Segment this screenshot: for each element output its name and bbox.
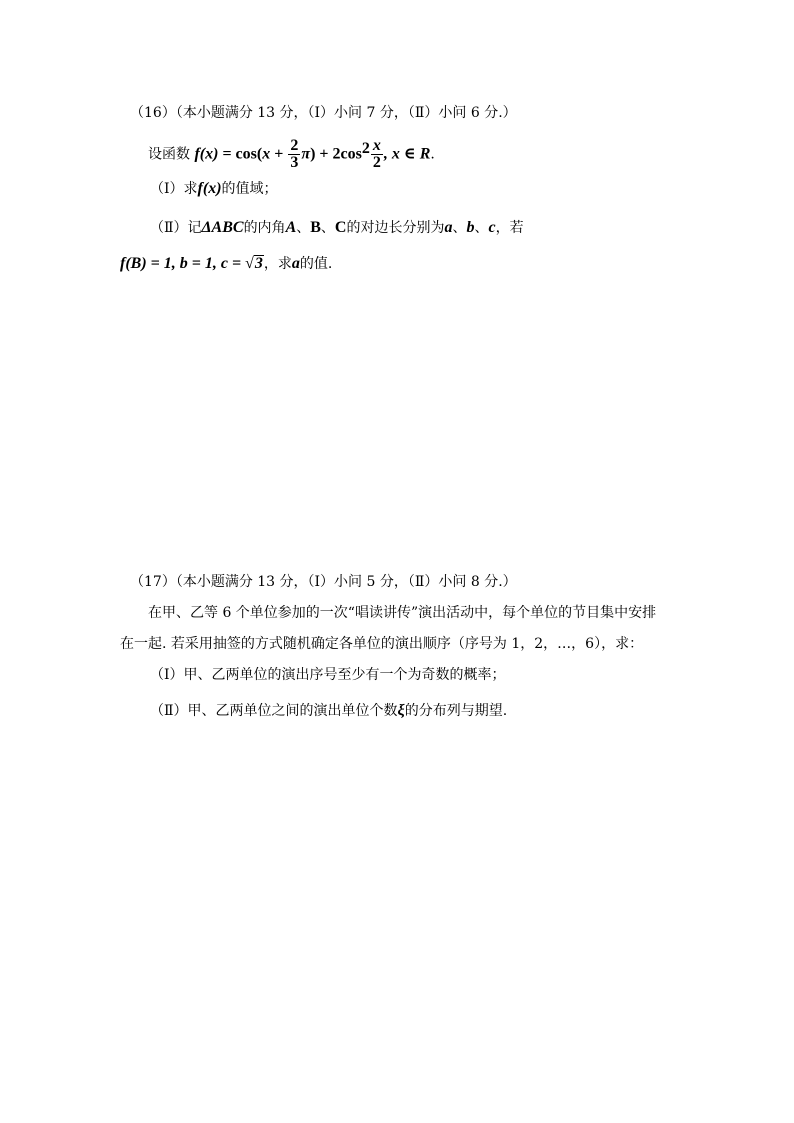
q16-part2-triangle: ΔABC (201, 219, 244, 236)
q16-func-eq: = cos( (218, 145, 263, 163)
q16-func-tail: , x ∈ R (383, 145, 431, 163)
q16-part2-sep4: 、 (474, 220, 489, 236)
q16-function-definition (148, 132, 435, 172)
q16-part2-C: C (334, 219, 347, 236)
q16-cond-math: f(B) = 1, b = 1, c = (120, 255, 246, 272)
q16-part2-sep2: 、 (320, 220, 335, 236)
q16-part2-A: A (285, 219, 297, 236)
q16-func-plus: + (270, 145, 288, 163)
q16-part1-prefix: （Ⅰ）求 (150, 181, 198, 197)
q16-part2-sep1: 、 (296, 220, 311, 236)
q16-func-lhs: f(x) (194, 145, 219, 163)
q16-cond-sqrt-value: 3 (254, 255, 263, 272)
q16-header: （16）（本小题满分 13 分，（Ⅰ）小问 7 分，（Ⅱ）小问 6 分.） (130, 105, 517, 121)
q16-cond-suffix-a: ，求 (263, 256, 292, 272)
q16-func-pi: π (301, 145, 311, 163)
q16-cond-suffix-b: 的值. (299, 256, 333, 272)
q16-part1 (150, 180, 278, 198)
q16-part1-math: f(x) (197, 180, 222, 197)
q16-part2-end: ，若 (495, 220, 524, 236)
q16-fraction-x-half (371, 138, 383, 171)
q16-func-end: . (430, 146, 435, 163)
q16-part2-mid: 的内角 (243, 220, 286, 236)
q16-part2-B: B (310, 219, 321, 236)
q16-condition (120, 255, 332, 273)
q16-cond-sqrt-symbol: √ (245, 255, 254, 272)
q16-fraction-two-thirds (288, 138, 300, 171)
q16-part2-mid2: 的对边长分别为 (346, 220, 445, 236)
q16-part2-a: a (444, 219, 453, 236)
q17-part2 (150, 702, 507, 720)
q17-paragraph-line2: 在一起. 若采用抽签的方式随机确定各单位的演出顺序（序号为 1，2，…，6），求： (120, 636, 644, 652)
q16-part1-suffix: 的值域； (221, 181, 278, 197)
q16-frac-num: 2 (290, 137, 299, 155)
q16-intro-prefix: 设函数 (148, 146, 190, 163)
q16-func-x: x (262, 145, 271, 163)
q17-part2-suffix: 的分布列与期望. (404, 703, 508, 719)
q17-part2-prefix: （Ⅱ）甲、乙两单位之间的演出单位个数 (150, 703, 398, 719)
q16-part2 (150, 219, 524, 237)
q16-frac-den: 3 (290, 154, 299, 172)
q16-func-sup: 2 (361, 140, 370, 157)
q16-part2-c: c (488, 219, 496, 236)
q17-part2-xi: ξ (397, 702, 405, 719)
q16-part2-sep3: 、 (452, 220, 467, 236)
q17-paragraph-line1: 在甲、乙等 6 个单位参加的一次“唱读讲传”演出活动中，每个单位的节目集中安排 (148, 605, 657, 621)
q16-part2-prefix: （Ⅱ）记 (150, 220, 202, 236)
q16-cond-a: a (291, 255, 300, 272)
q16-frac2-den: 2 (372, 154, 381, 172)
q16-frac2-num: x (372, 137, 381, 155)
q17-part1: （Ⅰ）甲、乙两单位的演出序号至少有一个为奇数的概率； (150, 667, 506, 683)
q17-header: （17）（本小题满分 13 分，（Ⅰ）小问 5 分，（Ⅱ）小问 8 分.） (130, 574, 517, 590)
q16-func-mid: ) + 2cos (310, 145, 362, 163)
q16-part2-b: b (466, 219, 475, 236)
